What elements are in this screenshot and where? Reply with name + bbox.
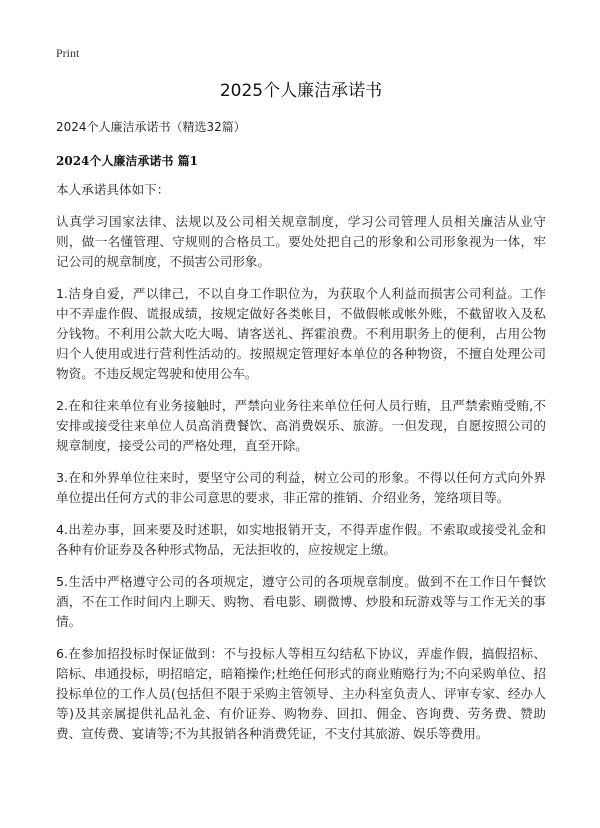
document-page bbox=[56, 78, 546, 744]
paragraph: 6.在参加招投标时保证做到：不与投标人等相互勾结私下协议，弄虚作假，搞假招标、陪标、串通投标，明招暗定，暗箱操作;杜绝任何形式的商业贿赂行为;不向采购单位、招投标单位的工作人员(包括但不限于采购主管领导、主办科室负责人、评审专家、经办人等)及其亲属提供礼品礼金、有价证券、购物券、回扣、佣金、咨询费、劳务费、赞助费、宣传费、宴请等;不为其报销各种消费凭证，不支付其旅游、娱乐等费用。 bbox=[56, 646, 546, 741]
print-link[interactable]: Print bbox=[56, 46, 80, 60]
paragraph: 认真学习国家法律、法规以及公司相关规章制度，学习公司管理人员相关廉洁从业守则，做一名懂管理、守规则的合格员工。要处处把自己的形象和公司形象视为一体，牢记公司的规章制度，不损害公司形象。 bbox=[56, 214, 546, 269]
paragraph: 4.出差办事，回来要及时述职，如实地报销开支，不得弄虚作假。不索取或接受礼金和各种有价证券及各种形式物品，无法拒收的，应按规定上缴。 bbox=[56, 522, 546, 557]
paragraph: 3.在和外界单位往来时，要坚守公司的利益，树立公司的形象。不得以任何方式向外界单位提出任何方式的非公司意思的要求，非正常的推销、介绍业务，笼络项目等。 bbox=[56, 470, 546, 505]
paragraph: 本人承诺具体如下： bbox=[56, 182, 170, 197]
section-heading: 2024个人廉洁承诺书 篇1 bbox=[56, 154, 198, 168]
paragraph: 1.洁身自爱，严以律己，不以自身工作职位为，为获取个人利益而损害公司利益。工作中不弄虚作假、谎报成绩，按规定做好各类帐目，不做假帐或帐外账，不截留收入及私分钱物。不利用公款大吃大喝、请客送礼、挥霍浪费。不利用职务上的便利，占用公物归个人使用或进行营利性活动的。按照规定管理好本单位的各种物资，不擅自处理公司物资。不违反规定驾驶和使用公车。 bbox=[56, 286, 546, 381]
paragraph: 2.在和往来单位有业务接触时，严禁向业务往来单位任何人员行贿，且严禁索贿受贿,不安排或接受往来单位人员高消费餐饮、高消费娱乐、旅游。一但发现，自愿按照公司的规章制度，接受公司的严格处理，直至开除。 bbox=[56, 398, 546, 453]
document-title: 2025个人廉洁承诺书 bbox=[219, 81, 383, 101]
document-subtitle: 2024个人廉洁承诺书（精选32篇） bbox=[56, 120, 246, 134]
paragraph: 5.生活中严格遵守公司的各项规定，遵守公司的各项规章制度。做到不在工作日午餐饮酒，不在工作时间内上聊天、购物、看电影、刷微博、炒股和玩游戏等与工作无关的事情。 bbox=[56, 574, 546, 629]
